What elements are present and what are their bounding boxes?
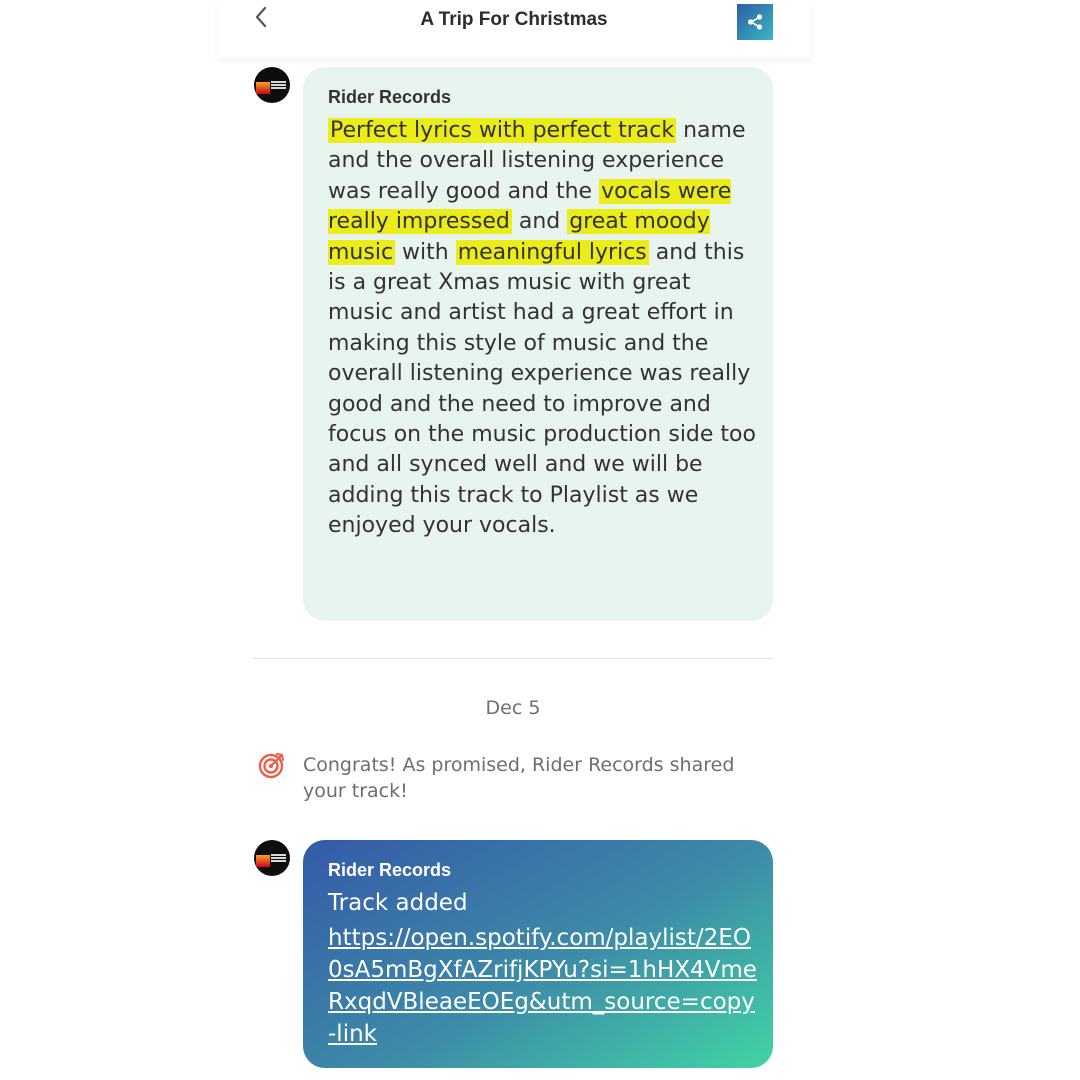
text-segment: and: [511, 209, 568, 235]
system-message: Congrats! As promised, Rider Records shared your track!: [303, 754, 735, 802]
text-segment: name and the overall listening experience was really good and the: [328, 118, 746, 204]
text-segment: with: [395, 239, 456, 265]
message-sender: Rider Records: [328, 860, 452, 880]
back-button[interactable]: [248, 4, 274, 30]
message-bubble: [303, 67, 773, 621]
message-text: Track added: [328, 890, 468, 916]
date-divider: Dec 5: [485, 697, 541, 719]
chevron-left-icon: [254, 6, 268, 28]
message-bubble: [303, 840, 773, 1068]
highlighted-phrase: great moody music: [328, 209, 710, 265]
highlighted-phrase: Perfect lyrics with perfect track: [330, 118, 675, 143]
text-segment: and this is a great Xmas music with great music and artist had a great effort in making this style of music and the overall listening experience was really good and the need to improve and focus on the music production side too and all synced well and we will be adding this track to Playlist as we enjoyed your vocals.: [328, 239, 756, 539]
playlist-link[interactable]: https://open.spotify.com/playlist/2EO0sA5mBgXfAZrifjKPYu?si=1hHX4VmeRxqdVBleaeEOEg&utm_source=copy-link: [328, 925, 757, 1047]
share-button[interactable]: [737, 4, 773, 40]
avatar[interactable]: [254, 67, 290, 103]
highlighted-phrase: meaningful lyrics: [457, 239, 647, 265]
avatar-logo-text-graphic: [271, 854, 286, 863]
divider: [253, 658, 773, 659]
avatar-logo-graphic: [256, 855, 270, 867]
message-sender: Rider Records: [328, 87, 452, 107]
highlighted-phrase: vocals were really impressed: [328, 178, 732, 235]
message-text: [328, 116, 758, 542]
avatar-logo-graphic: [256, 82, 270, 94]
target-icon: [258, 751, 286, 779]
share-icon: [746, 13, 764, 31]
avatar[interactable]: [254, 840, 290, 876]
avatar-logo-text-graphic: [271, 81, 286, 90]
page-title: A Trip For Christmas: [420, 9, 608, 30]
